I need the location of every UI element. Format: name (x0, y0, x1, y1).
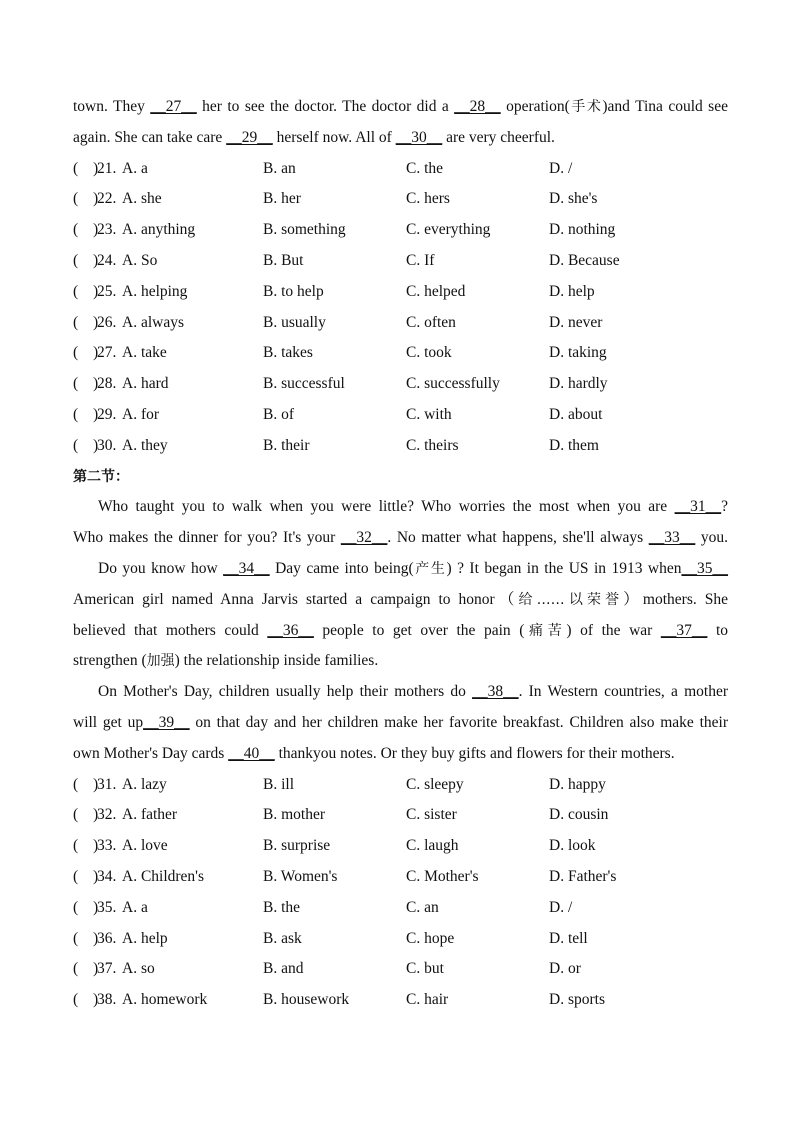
option-a: A. helping (122, 282, 188, 300)
blank-38: __38__ (472, 683, 519, 701)
chinese-gloss: 加强 (146, 653, 175, 670)
option-b: B. to help (263, 282, 324, 300)
answer-paren-close: ) (93, 221, 99, 239)
text: her to see the doctor. The doctor did a (196, 98, 455, 115)
option-b: B. the (263, 898, 301, 916)
option-c: C. the (406, 159, 444, 177)
answer-paren-open[interactable]: ( (73, 991, 79, 1009)
option-d: D. them (549, 436, 599, 454)
text: ? (721, 498, 728, 516)
option-b: B. ask (263, 929, 302, 947)
text: believed that mothers could (73, 621, 268, 639)
option-d: D. hardly (549, 375, 608, 393)
answer-paren-close: ) (93, 190, 99, 208)
question-row (73, 277, 728, 308)
option-a: A. help (122, 929, 168, 947)
option-d: D. she's (549, 190, 598, 208)
option-a: A. homework (122, 991, 208, 1009)
blank-34: __34__ (223, 559, 270, 577)
option-c: C. laugh (406, 837, 459, 855)
answer-paren-open[interactable]: ( (73, 282, 79, 300)
question-number: 23. (97, 221, 117, 239)
question-number: 31. (97, 775, 117, 793)
question-number: 34. (97, 867, 117, 885)
option-b: B. takes (263, 344, 313, 362)
blank-32: __32__ (340, 529, 388, 547)
option-a: A. take (122, 344, 167, 362)
question-row (73, 215, 728, 246)
option-c: C. everything (406, 221, 491, 239)
answer-paren-close: ) (93, 867, 99, 885)
option-a: A. so (122, 960, 155, 978)
option-b: B. ill (263, 775, 295, 793)
option-d: D. / (549, 898, 573, 916)
option-d: D. cousin (549, 806, 609, 824)
option-a: A. father (122, 806, 178, 824)
blank-37: __37__ (660, 621, 708, 639)
option-a: A. So (122, 251, 158, 269)
answer-paren-close: ) (93, 282, 99, 300)
blank-30: __30__ (395, 128, 443, 146)
blank-36: __36__ (267, 621, 314, 639)
question-number: 30. (97, 436, 117, 454)
answer-paren-open[interactable]: ( (73, 405, 79, 423)
chinese-gloss: 痛苦 (524, 622, 567, 639)
text: Do you know how (98, 559, 224, 577)
answer-paren-close: ) (93, 806, 99, 824)
option-c: C. with (406, 405, 452, 423)
answer-paren-close: ) (93, 929, 99, 947)
text: to (707, 621, 729, 639)
question-row (73, 154, 728, 185)
option-c: C. helped (406, 282, 466, 300)
option-c: C. an (406, 898, 439, 916)
passage-line (73, 123, 728, 154)
option-d: D. never (549, 313, 603, 331)
question-row (73, 369, 728, 400)
option-d: D. Because (549, 251, 620, 269)
passage-line (73, 646, 728, 677)
option-d: D. / (549, 159, 573, 177)
answer-paren-open[interactable]: ( (73, 898, 79, 916)
answer-paren-close: ) (93, 436, 99, 454)
question-number: 22. (97, 190, 117, 208)
option-c: C. often (406, 313, 456, 331)
question-row (73, 246, 728, 277)
answer-paren-open[interactable]: ( (73, 837, 79, 855)
passage-line (73, 739, 728, 770)
text: are very cheerful. (442, 128, 555, 146)
answer-paren-open[interactable]: ( (73, 190, 79, 208)
text: will get up (73, 713, 144, 731)
option-d: D. about (549, 405, 603, 423)
text: own Mother's Day cards (73, 744, 229, 762)
option-d: D. help (549, 282, 595, 300)
answer-paren-close: ) (93, 898, 99, 916)
option-b: B. housework (263, 991, 350, 1009)
chinese-gloss: 产生 (413, 560, 447, 577)
answer-paren-open[interactable]: ( (73, 344, 79, 362)
option-a: A. hard (122, 375, 169, 393)
option-a: A. love (122, 837, 168, 855)
passage-line (73, 585, 728, 616)
blank-29: __29__ (226, 128, 273, 146)
text: town. They (73, 98, 151, 115)
question-number: 27. (97, 344, 117, 362)
option-d: D. taking (549, 344, 607, 362)
question-number: 26. (97, 313, 117, 331)
option-b: B. and (263, 960, 304, 978)
text: people to get over the pain ( (313, 621, 525, 639)
option-d: D. or (549, 960, 581, 978)
answer-paren-close: ) (93, 251, 99, 269)
question-row (73, 862, 728, 893)
option-a: A. a (122, 159, 148, 177)
passage-line (73, 492, 728, 523)
chinese-gloss: 给……以荣誉 (518, 591, 624, 608)
option-d: D. sports (549, 991, 605, 1009)
question-number: 29. (97, 405, 117, 423)
option-b: B. mother (263, 806, 325, 824)
option-b: B. her (263, 190, 301, 208)
option-b: B. Women's (263, 867, 338, 885)
option-c: C. hers (406, 190, 450, 208)
option-c: C. hope (406, 929, 455, 947)
option-b: B. successful (263, 375, 345, 393)
answer-paren-open[interactable]: ( (73, 806, 79, 824)
blank-40: __40__ (228, 744, 275, 762)
question-row (73, 308, 728, 339)
option-a: A. Children's (122, 867, 205, 885)
option-d: D. tell (549, 929, 588, 947)
question-number: 38. (97, 991, 117, 1009)
answer-paren-open[interactable]: ( (73, 929, 79, 947)
option-a: A. anything (122, 221, 196, 239)
answer-paren-close: ) (93, 960, 99, 978)
option-c: C. If (406, 251, 435, 269)
answer-paren-open[interactable]: ( (73, 251, 79, 269)
option-c: C. sleepy (406, 775, 464, 793)
blank-35: __35__ (681, 559, 728, 577)
text: On Mother's Day, children usually help their mothers do (98, 683, 473, 701)
passage-line (73, 523, 728, 554)
answer-paren-open[interactable]: ( (73, 436, 79, 454)
text: Who taught you to walk when you were little? Who worries the most when you are (98, 498, 675, 516)
question-row (73, 184, 728, 215)
text: operation( (500, 98, 570, 115)
blank-31: __31__ (674, 498, 722, 516)
text: Who makes the dinner for you? It's your (73, 529, 341, 547)
answer-paren-close: ) (93, 313, 99, 331)
option-c: C. but (406, 960, 444, 978)
text: you. (695, 529, 728, 547)
answer-paren-close: ) (93, 837, 99, 855)
section-heading: 第二节： (73, 468, 129, 485)
answer-paren-close: ) (93, 775, 99, 793)
option-a: A. for (122, 405, 160, 423)
text: herself now. All of (272, 128, 396, 146)
answer-paren-open[interactable]: ( (73, 375, 79, 393)
answer-paren-open[interactable]: ( (73, 159, 79, 177)
question-row (73, 924, 728, 955)
passage-line (73, 616, 728, 647)
option-a: A. they (122, 436, 168, 454)
answer-paren-open[interactable]: ( (73, 775, 79, 793)
option-d: D. happy (549, 775, 606, 793)
option-b: B. something (263, 221, 346, 239)
answer-paren-close: ) (93, 159, 99, 177)
question-row (73, 893, 728, 924)
option-d: D. Father's (549, 867, 617, 885)
option-c: C. successfully (406, 375, 500, 393)
text: . No matter what happens, she'll always (387, 529, 649, 547)
document-page (73, 92, 728, 1016)
option-c: C. hair (406, 991, 449, 1009)
answer-paren-close: ) (93, 375, 99, 393)
blank-39: __39__ (143, 713, 190, 731)
text: strengthen ( (73, 652, 147, 670)
question-row (73, 954, 728, 985)
text: again. She can take care (73, 128, 227, 146)
blank-28: __28__ (454, 98, 501, 115)
text: on that day and her children make her favorite breakfast. Children also make their (189, 713, 728, 731)
question-number: 32. (97, 806, 117, 824)
answer-paren-close: ) (93, 991, 99, 1009)
question-number: 36. (97, 929, 117, 947)
option-b: B. an (263, 159, 296, 177)
question-list (73, 770, 728, 1016)
option-a: A. a (122, 898, 148, 916)
option-d: D. look (549, 837, 596, 855)
text: American girl named Anna Jarvis started a campaign to honor（ (73, 590, 519, 608)
question-row (73, 431, 728, 462)
option-b: B. surprise (263, 837, 331, 855)
question-list (73, 154, 728, 462)
passage-line (73, 708, 728, 739)
question-row (73, 338, 728, 369)
question-number: 25. (97, 282, 117, 300)
question-number: 35. (97, 898, 117, 916)
question-row (73, 831, 728, 862)
question-number: 37. (97, 960, 117, 978)
question-number: 33. (97, 837, 117, 855)
question-row (73, 800, 728, 831)
option-c: C. Mother's (406, 867, 479, 885)
question-row (73, 985, 728, 1016)
answer-paren-open[interactable]: ( (73, 960, 79, 978)
text: ) of the war (566, 621, 661, 639)
answer-paren-open[interactable]: ( (73, 221, 79, 239)
text: )and Tina could see (602, 98, 728, 115)
answer-paren-open[interactable]: ( (73, 313, 79, 331)
blank-33: __33__ (648, 529, 696, 547)
option-a: A. lazy (122, 775, 167, 793)
option-c: C. sister (406, 806, 457, 824)
passage-line (73, 92, 728, 123)
question-number: 24. (97, 251, 117, 269)
text: ）mothers. She (623, 590, 729, 608)
question-row (73, 400, 728, 431)
answer-paren-open[interactable]: ( (73, 867, 79, 885)
option-b: B. their (263, 436, 310, 454)
question-row (73, 770, 728, 801)
option-c: C. theirs (406, 436, 459, 454)
text: ) the relationship inside families. (174, 652, 379, 670)
option-b: B. But (263, 251, 304, 269)
question-number: 21. (97, 159, 117, 177)
option-b: B. usually (263, 313, 326, 331)
option-b: B. of (263, 405, 294, 423)
text: . In Western countries, a mother (518, 683, 728, 701)
text: Day came into being( (269, 559, 414, 577)
option-a: A. she (122, 190, 162, 208)
text: thankyou notes. Or they buy gifts and flowers for their mothers. (274, 744, 675, 762)
blank-27: __27__ (150, 98, 197, 115)
text: ) ? It began in the US in 1913 when (446, 559, 682, 577)
question-number: 28. (97, 375, 117, 393)
answer-paren-close: ) (93, 405, 99, 423)
chinese-gloss: 手术 (569, 99, 603, 115)
option-d: D. nothing (549, 221, 616, 239)
passage-line (73, 677, 728, 708)
option-c: C. took (406, 344, 452, 362)
passage-line (73, 554, 728, 585)
answer-paren-close: ) (93, 344, 99, 362)
option-a: A. always (122, 313, 184, 331)
